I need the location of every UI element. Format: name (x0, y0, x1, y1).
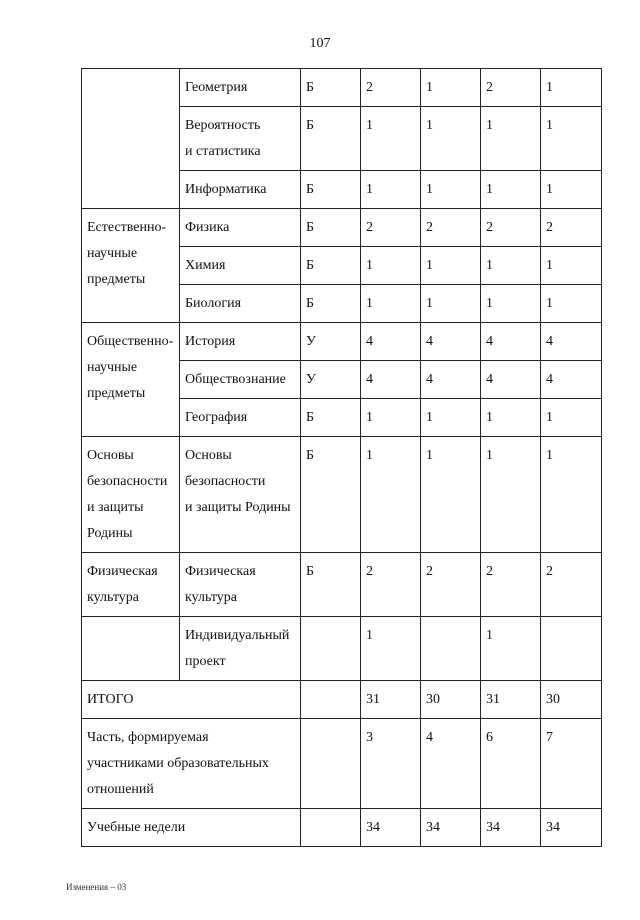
hours-cell: 1 (361, 617, 421, 681)
area-cell (82, 323, 180, 437)
level-cell: Б (301, 107, 361, 171)
hours-cell: 1 (481, 247, 541, 285)
hours-cell: 31 (361, 681, 421, 719)
area-cell (82, 437, 180, 553)
hours-cell: 4 (421, 719, 481, 809)
subject-cell: Геометрия (180, 69, 301, 107)
hours-cell: 2 (481, 69, 541, 107)
area-line: культура (87, 590, 139, 605)
subject-line: Основы (185, 448, 232, 463)
hours-cell: 30 (541, 681, 602, 719)
hours-cell: 1 (421, 247, 481, 285)
area-cell (82, 69, 180, 209)
curriculum-table (81, 68, 602, 847)
hours-cell: 2 (541, 553, 602, 617)
area-cell (82, 617, 180, 681)
hours-cell (421, 617, 481, 681)
level-cell (301, 617, 361, 681)
hours-cell: 6 (481, 719, 541, 809)
hours-cell: 4 (481, 361, 541, 399)
subject-line: культура (185, 590, 237, 605)
hours-cell: 4 (361, 323, 421, 361)
hours-cell: 2 (361, 209, 421, 247)
hours-cell: 1 (361, 247, 421, 285)
footer-note: Изменения – 03 (66, 882, 127, 892)
level-cell: Б (301, 171, 361, 209)
area-cell (82, 553, 180, 617)
subject-cell (180, 617, 301, 681)
area-line: безопасности (87, 474, 168, 489)
hours-cell: 2 (421, 209, 481, 247)
hours-cell: 1 (541, 399, 602, 437)
hours-cell: 2 (541, 209, 602, 247)
hours-cell: 1 (361, 171, 421, 209)
hours-cell (541, 617, 602, 681)
level-cell: Б (301, 437, 361, 553)
hours-cell: 1 (361, 437, 421, 553)
area-line: научные (87, 246, 138, 261)
hours-cell: 1 (541, 285, 602, 323)
subject-cell (180, 553, 301, 617)
hours-cell: 4 (361, 361, 421, 399)
hours-cell: 2 (361, 553, 421, 617)
level-cell: У (301, 361, 361, 399)
area-line: предметы (87, 386, 146, 401)
optional-part-row (82, 719, 602, 809)
hours-cell: 1 (421, 107, 481, 171)
hours-cell: 1 (541, 247, 602, 285)
level-cell: У (301, 323, 361, 361)
area-line: и защиты (87, 500, 144, 515)
area-line: Общественно- (87, 334, 174, 349)
hours-cell: 2 (481, 553, 541, 617)
label-line: Часть, формируемая (87, 730, 209, 745)
optional-part-label (82, 719, 301, 809)
table-row (82, 323, 602, 361)
subject-cell (180, 107, 301, 171)
table-row (82, 209, 602, 247)
level-cell (301, 809, 361, 847)
subject-line: проект (185, 654, 226, 669)
area-line: Основы (87, 448, 134, 463)
level-cell: Б (301, 247, 361, 285)
hours-cell: 1 (421, 171, 481, 209)
hours-cell: 1 (541, 107, 602, 171)
hours-cell: 1 (481, 171, 541, 209)
hours-cell: 1 (421, 437, 481, 553)
hours-cell: 34 (481, 809, 541, 847)
hours-cell: 1 (361, 399, 421, 437)
hours-cell: 4 (421, 361, 481, 399)
table-row (82, 69, 602, 107)
total-label: ИТОГО (82, 681, 301, 719)
level-cell: Б (301, 209, 361, 247)
subject-cell: Химия (180, 247, 301, 285)
subject-line: и статистика (185, 144, 261, 159)
hours-cell: 4 (421, 323, 481, 361)
subject-cell: Обществознание (180, 361, 301, 399)
subject-line: Физическая (185, 564, 256, 579)
subject-cell: Биология (180, 285, 301, 323)
hours-cell: 2 (361, 69, 421, 107)
hours-cell: 2 (421, 553, 481, 617)
subject-line: Вероятность (185, 118, 261, 133)
hours-cell: 4 (481, 323, 541, 361)
level-cell (301, 681, 361, 719)
table-row (82, 437, 602, 553)
subject-cell: География (180, 399, 301, 437)
level-cell: Б (301, 553, 361, 617)
hours-cell: 30 (421, 681, 481, 719)
hours-cell: 1 (541, 171, 602, 209)
level-cell (301, 719, 361, 809)
area-line: Физическая (87, 564, 158, 579)
label-line: участниками образовательных (87, 756, 269, 771)
total-row (82, 681, 602, 719)
weeks-row (82, 809, 602, 847)
hours-cell: 1 (361, 107, 421, 171)
hours-cell: 1 (421, 285, 481, 323)
page-number: 107 (309, 36, 331, 51)
area-line: Родины (87, 526, 133, 541)
hours-cell: 1 (541, 69, 602, 107)
subject-line: и защиты Родины (185, 500, 291, 515)
hours-cell: 34 (421, 809, 481, 847)
hours-cell: 1 (421, 69, 481, 107)
level-cell: Б (301, 285, 361, 323)
hours-cell: 4 (541, 361, 602, 399)
table-row (82, 553, 602, 617)
hours-cell: 2 (481, 209, 541, 247)
hours-cell: 3 (361, 719, 421, 809)
subject-line: Индивидуальный (185, 628, 290, 643)
subject-cell (180, 437, 301, 553)
subject-cell: Информатика (180, 171, 301, 209)
hours-cell: 1 (541, 437, 602, 553)
subject-cell: Физика (180, 209, 301, 247)
table-row (82, 617, 602, 681)
hours-cell: 1 (481, 617, 541, 681)
hours-cell: 34 (541, 809, 602, 847)
weeks-label: Учебные недели (82, 809, 301, 847)
area-cell (82, 209, 180, 323)
hours-cell: 34 (361, 809, 421, 847)
label-line: отношений (87, 782, 154, 797)
hours-cell: 1 (481, 437, 541, 553)
hours-cell: 1 (421, 399, 481, 437)
area-line: предметы (87, 272, 146, 287)
subject-cell: История (180, 323, 301, 361)
hours-cell: 1 (481, 399, 541, 437)
level-cell: Б (301, 69, 361, 107)
hours-cell: 31 (481, 681, 541, 719)
hours-cell: 1 (361, 285, 421, 323)
hours-cell: 1 (481, 285, 541, 323)
area-line: научные (87, 360, 138, 375)
area-line: Естественно- (87, 220, 167, 235)
level-cell: Б (301, 399, 361, 437)
hours-cell: 7 (541, 719, 602, 809)
hours-cell: 1 (481, 107, 541, 171)
subject-line: безопасности (185, 474, 266, 489)
hours-cell: 4 (541, 323, 602, 361)
